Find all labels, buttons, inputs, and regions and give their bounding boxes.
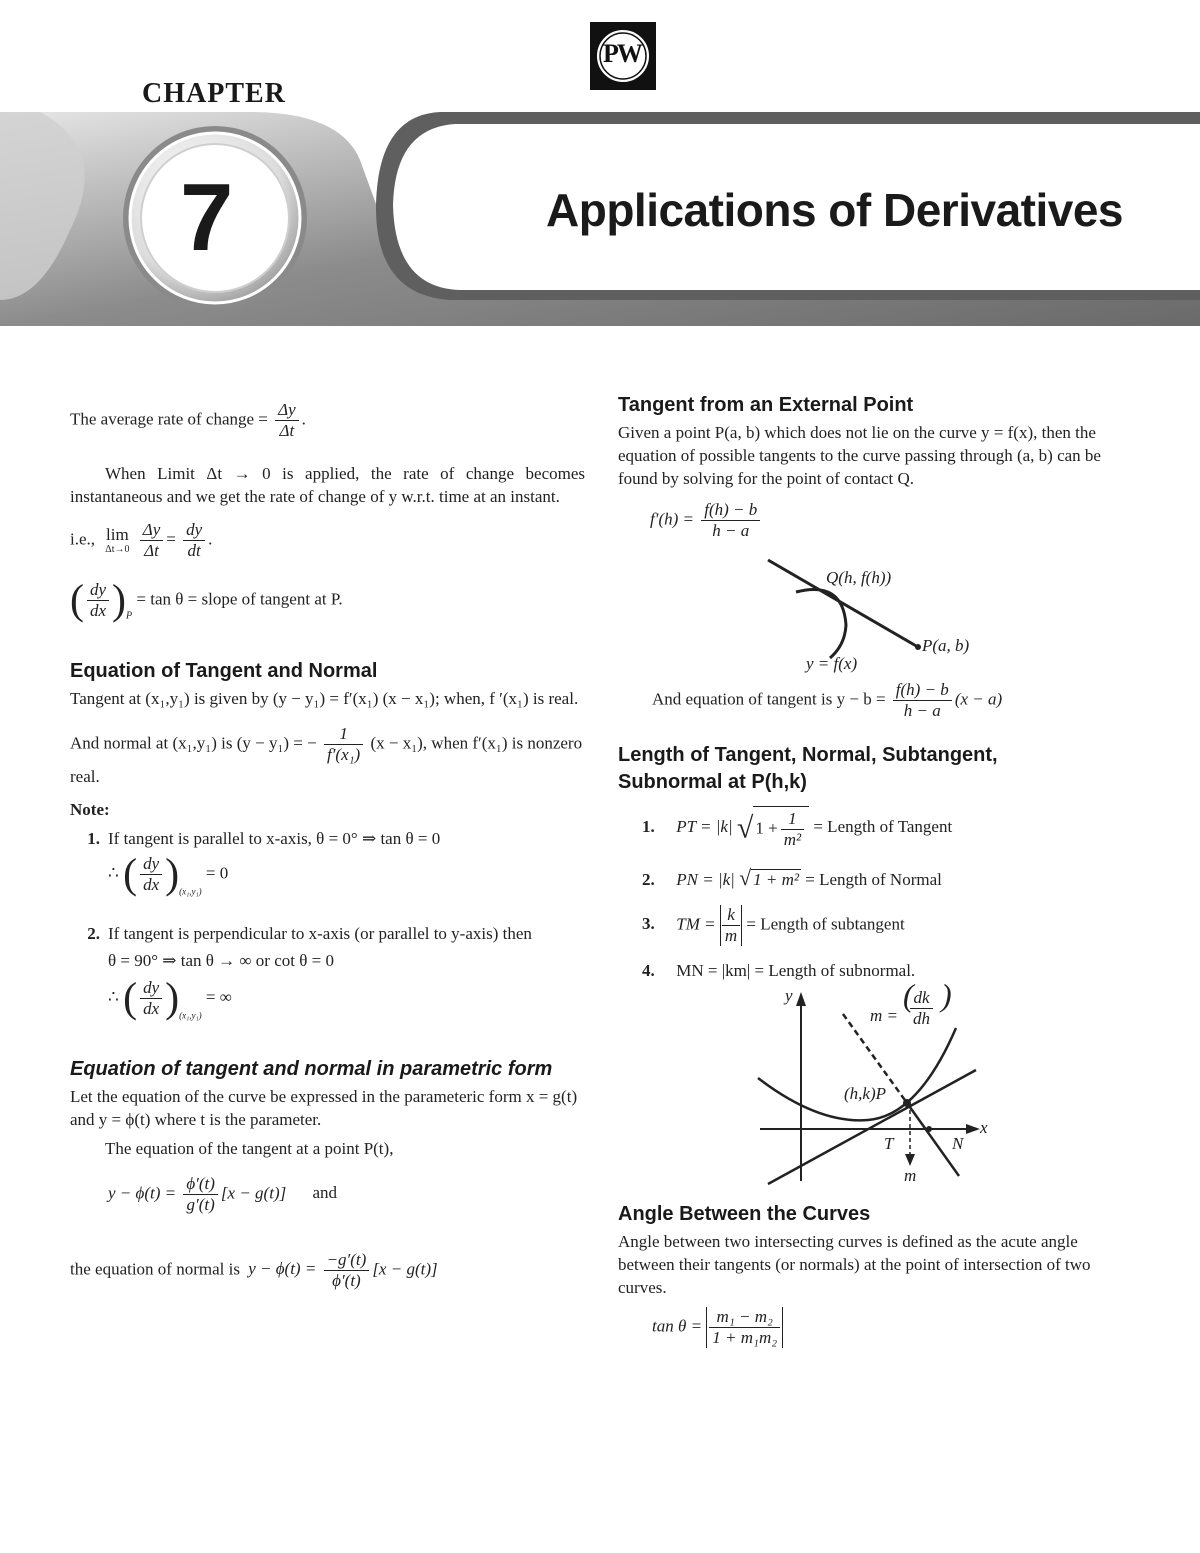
ie-prefix: i.e., bbox=[70, 529, 96, 549]
fig2-dk: dk bbox=[910, 988, 933, 1009]
item-3-abs bbox=[720, 905, 742, 946]
param-norm-rhs: [x − g(t)] bbox=[372, 1259, 438, 1279]
eq-tangent-line bbox=[652, 680, 1133, 730]
item-3-lhs: TM = bbox=[676, 914, 716, 934]
note-label: Note: bbox=[70, 800, 110, 819]
therefore-symbol: ∴ bbox=[108, 863, 119, 883]
right-column bbox=[618, 394, 1133, 1363]
fig2-m-point-label: m bbox=[904, 1166, 917, 1185]
dydx-den: dx bbox=[90, 601, 107, 620]
note1-eq-zero: = 0 bbox=[205, 863, 229, 883]
param-tan-rhs: [x − g(t)] bbox=[220, 1183, 287, 1203]
sqrt-icon: √ bbox=[736, 811, 754, 845]
angle-frac bbox=[709, 1307, 780, 1348]
fig2-y-label: y bbox=[785, 986, 793, 1005]
normal-den: f′(x₁) bbox=[326, 745, 361, 764]
item-1-rhs: = Length of Tangent bbox=[813, 816, 953, 836]
fig2-point-label: (h,k)P bbox=[844, 1084, 887, 1103]
point-p-dot bbox=[915, 644, 921, 650]
therefore-symbol-2: ∴ bbox=[108, 987, 119, 1007]
item-1-frac bbox=[781, 809, 804, 850]
point-n bbox=[926, 1126, 932, 1132]
item-1-lhs: PT = |k| bbox=[676, 816, 733, 836]
note2-dy: dy bbox=[140, 978, 162, 999]
normal-prefix: And normal at (x₁,y₁) is (y − y₁) = − bbox=[70, 733, 317, 753]
fig2-paren-left: ( bbox=[903, 977, 914, 1013]
fh-equation bbox=[650, 500, 1133, 550]
curve-graphic bbox=[796, 589, 846, 658]
item-4-text: MN = |km| = Length of subnormal. bbox=[676, 961, 916, 980]
avg-rate-text: The average rate of change = bbox=[70, 409, 268, 429]
item-1-number: 1. bbox=[642, 816, 655, 836]
param-tan-den: g′(t) bbox=[186, 1195, 215, 1214]
param-norm-lhs: y − ϕ(t) = bbox=[248, 1259, 317, 1279]
note-2 bbox=[70, 922, 585, 945]
normal-line bbox=[70, 724, 585, 788]
fig2-dkdh bbox=[910, 988, 933, 1029]
item-3-number: 3. bbox=[642, 914, 655, 934]
angle-num: m₁ − m₂ bbox=[709, 1307, 780, 1328]
item-2-radicand: 1 + m² bbox=[753, 870, 800, 889]
angle-equation bbox=[652, 1307, 1133, 1363]
param-tan-frac bbox=[183, 1174, 218, 1215]
param-normal-eq bbox=[70, 1250, 585, 1304]
point-p2 bbox=[903, 1099, 911, 1107]
fh-frac bbox=[701, 500, 760, 541]
dydt-fraction bbox=[183, 520, 205, 561]
angle-paragraph: Angle between two intersecting curves is defined as the acute angle between their tangents (or normals) at the point of intersection of two curves. bbox=[618, 1232, 1091, 1297]
fig1-q-label: Q(h, f(h)) bbox=[826, 568, 892, 587]
param-norm-frac bbox=[324, 1250, 370, 1291]
fig2-n-label: N bbox=[952, 1134, 964, 1153]
slope-text: = tan θ = slope of tangent at P. bbox=[136, 589, 343, 609]
dydx-num: dy bbox=[87, 580, 109, 601]
fig2-m-label: m = bbox=[870, 1006, 898, 1025]
note-1-text: If tangent is parallel to x-axis, θ = 0° ⇒ tan θ = 0 bbox=[108, 829, 441, 848]
angle-lhs: tan θ = bbox=[652, 1316, 703, 1336]
chapter-label: CHAPTER bbox=[142, 78, 286, 109]
length-item-2 bbox=[642, 866, 1133, 891]
length-heading-2: Subnormal at P(h,k) bbox=[618, 771, 807, 793]
fig2-x-label: x bbox=[980, 1118, 988, 1137]
figure-subtangent bbox=[618, 977, 1133, 1191]
eq-tangent-heading: Equation of Tangent and Normal bbox=[70, 660, 378, 682]
slope-equation: ( $\frac{dy}{dx}$ )$_P = \tan \theta$ = slope of tangent at P. bbox=[70, 577, 343, 624]
param-tan-num: ϕ′(t) bbox=[183, 1174, 218, 1195]
note-2-line2: θ = 90° ⇒ tan θ → ∞ or cot θ = 0 bbox=[108, 951, 334, 970]
curve-2 bbox=[758, 1028, 956, 1120]
length-heading-1: Length of Tangent, Normal, Subtangent, bbox=[618, 744, 998, 766]
normal-suffix: (x − x₁), when f′(x₁) is nonzero real. bbox=[70, 733, 583, 786]
note-2-equation: ∴ ( $\frac{dy}{dx}$ )$_{(x_1,y_1)}$ = ∞ bbox=[108, 975, 232, 1022]
limit-paragraph: When Limit Δt → 0 is applied, the rate of change becomes instantaneous and we get the rate of change of y w.r.t. time at an instant. bbox=[70, 464, 585, 506]
length-item-3 bbox=[642, 905, 1133, 953]
fig2-t-label: T bbox=[884, 1134, 894, 1153]
param-norm-den: ϕ′(t) bbox=[332, 1271, 361, 1290]
note1-dydx bbox=[140, 854, 162, 895]
dydt-den: dt bbox=[187, 541, 201, 560]
fig2-paren-right: ) bbox=[941, 977, 952, 1013]
param-tan-lhs: y − ϕ(t) = bbox=[108, 1183, 177, 1203]
note-1-number: 1. bbox=[87, 829, 100, 848]
y-arrow-icon bbox=[796, 992, 806, 1006]
item-3-frac-den: m bbox=[724, 926, 738, 945]
item-3-rhs: = Length of subtangent bbox=[746, 914, 905, 934]
note2-dx: dx bbox=[143, 999, 160, 1018]
eqt-prefix: And equation of tangent is y − b = bbox=[652, 689, 886, 709]
item-1-root-pre: 1 + bbox=[755, 818, 778, 838]
note1-dx: dx bbox=[143, 875, 160, 894]
eqt-den: h − a bbox=[903, 701, 941, 720]
item-3-frac bbox=[722, 905, 740, 946]
sqrt-icon-2: √ bbox=[739, 865, 752, 890]
lim-word: lim bbox=[106, 524, 129, 544]
avg-rate-fraction bbox=[275, 400, 299, 441]
note1-dy: dy bbox=[140, 854, 162, 875]
param-norm-num: −g′(t) bbox=[324, 1250, 370, 1271]
sub-p: P bbox=[126, 610, 133, 622]
limit-equation: i.e., lim Δt→0 $\frac{\Delta y}{\Delta t}$ = $\frac{dy}{dt}$ . bbox=[70, 520, 213, 560]
fig1-curve-label: y = f(x) bbox=[806, 654, 858, 673]
tangent-line: Tangent at (x₁,y₁) is given by (y − y₁) = f′(x₁) (x − x₁); when, f ′(x₁) is real. bbox=[70, 689, 579, 708]
note2-eq-inf: = ∞ bbox=[205, 987, 232, 1007]
normal-text: the equation of normal is bbox=[70, 1259, 240, 1279]
note-1-equation: ∴ ( $\frac{dy}{dx}$ )$_{(x_1,y_1)} = 0$ bbox=[108, 851, 229, 898]
note-1 bbox=[70, 827, 585, 850]
item-2-lhs: PN = |k| bbox=[676, 870, 735, 889]
note-2-text: If tangent is perpendicular to x-axis (or parallel to y-axis) then bbox=[108, 924, 532, 943]
fh-lhs: f′(h) = bbox=[650, 509, 694, 529]
fig1-p-label: P(a, b) bbox=[922, 636, 970, 655]
length-item-4 bbox=[642, 959, 1133, 982]
param-paragraph: Let the equation of the curve be expressed in the parameteric form x = g(t) and y = ϕ(t) where t is the parameter. bbox=[70, 1087, 578, 1129]
page-title: Applications of Derivatives bbox=[546, 184, 1123, 236]
ext-heading: Tangent from an External Point bbox=[618, 394, 914, 416]
lim-num: Δy bbox=[140, 520, 164, 541]
item-2-number: 2. bbox=[642, 870, 655, 889]
eqt-num: f(h) − b bbox=[893, 680, 952, 701]
fh-den: h − a bbox=[712, 521, 750, 540]
normal-fraction bbox=[324, 724, 363, 765]
lim-block bbox=[105, 526, 129, 556]
fig2-dh: dh bbox=[913, 1009, 930, 1028]
eqt-suffix: (x − a) bbox=[954, 689, 1003, 709]
x-arrow-icon bbox=[966, 1124, 980, 1134]
dydx-fraction bbox=[87, 580, 109, 621]
angle-heading: Angle Between the Curves bbox=[618, 1203, 871, 1225]
lim-sub: Δt→0 bbox=[105, 543, 130, 555]
chapter-number: 7 bbox=[180, 164, 234, 271]
note2-sub: (x₁,y₁) bbox=[179, 1010, 202, 1021]
param-tangent-eq bbox=[108, 1174, 585, 1228]
lim-den: Δt bbox=[144, 541, 159, 560]
item-1-radicand bbox=[753, 806, 809, 850]
dydt-num: dy bbox=[183, 520, 205, 541]
note2-dydx bbox=[140, 978, 162, 1019]
item-4-number: 4. bbox=[642, 961, 655, 980]
eqt-frac bbox=[893, 680, 952, 721]
tangent-at-point: The equation of the tangent at a point P(t), bbox=[105, 1139, 394, 1158]
item-2-rhs: = Length of Normal bbox=[805, 870, 942, 889]
pw-logo bbox=[590, 22, 656, 90]
item-3-frac-num: k bbox=[722, 905, 740, 926]
figure-external-tangent bbox=[618, 550, 1133, 680]
item-1-frac-num: 1 bbox=[781, 809, 804, 830]
pw-logo-text: PW bbox=[603, 39, 641, 68]
avg-num: Δy bbox=[275, 400, 299, 421]
avg-den: Δt bbox=[279, 421, 295, 440]
item-1-frac-den: m² bbox=[783, 830, 802, 849]
normal-num: 1 bbox=[324, 724, 363, 745]
angle-den: 1 + m₁m₂ bbox=[712, 1328, 778, 1347]
angle-abs bbox=[706, 1307, 783, 1348]
param-heading: Equation of tangent and normal in parametric form bbox=[70, 1058, 553, 1080]
note1-sub: (x₁,y₁) bbox=[179, 886, 202, 897]
length-item-1 bbox=[642, 806, 1133, 856]
note-2-number: 2. bbox=[87, 924, 100, 943]
and-word: and bbox=[312, 1183, 338, 1203]
lim-fraction bbox=[140, 520, 164, 561]
fh-num: f(h) − b bbox=[701, 500, 760, 521]
avg-rate-line: The average rate of change = $\frac{\Delta y}{\Delta t}$ . bbox=[70, 400, 306, 440]
ext-paragraph: Given a point P(a, b) which does not lie on the curve y = f(x), then the equation of possible tangents to the curve passing through (a, b) can be found by solving for the point of contact Q. bbox=[618, 423, 1101, 488]
left-column bbox=[70, 400, 585, 1304]
